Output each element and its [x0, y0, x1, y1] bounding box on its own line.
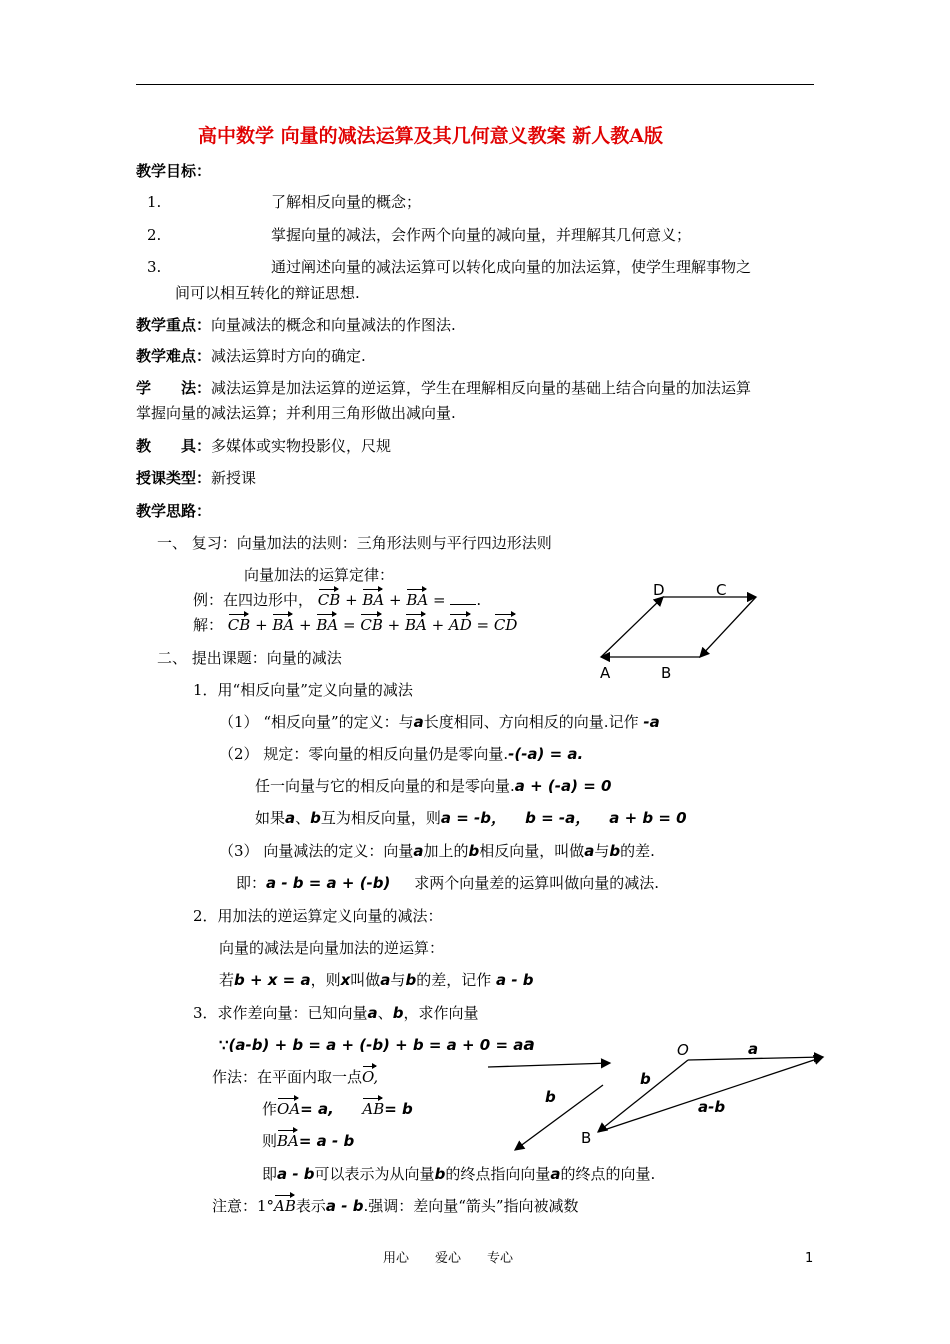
vector-ab: AB — [362, 1100, 385, 1118]
label-b: B — [661, 664, 672, 682]
p1-2-text: 规定：零向量的相反向量仍是零向量. — [263, 745, 509, 763]
because-symbol: ∵ — [219, 1036, 229, 1054]
example-prefix: 例：在四边形中， — [193, 591, 314, 609]
p1-3-text5: 的差. — [620, 842, 655, 860]
vector-cd: CD — [493, 616, 518, 634]
p1-3-line2-text: 求两个向量差的运算叫做向量的减法. — [414, 874, 659, 892]
p2-line2-c: 叫做 — [350, 971, 381, 989]
p1-1-text: “相反向量”的定义：与 — [263, 713, 414, 731]
vector-ba-s3: BA — [404, 616, 427, 634]
vector-ba: BA — [362, 591, 385, 609]
p3-conclusion — [262, 1164, 655, 1184]
lesson-type-text: 新授课 — [211, 469, 257, 487]
p1-2-eq3a: a = -b， — [440, 809, 507, 827]
p1-2-line3-text: 如果 — [255, 809, 286, 827]
section2-heading: 二、 提出课题：向量的减法 — [157, 649, 342, 667]
p1-2-num: （2） — [219, 745, 259, 763]
answer-blank — [450, 592, 476, 605]
p1-2-line2-text: 任一向量与它的相反向量的和是零向量. — [255, 777, 515, 795]
p3-method-text: 作法：在平面内取一点 — [212, 1068, 363, 1086]
p3-heading-tail: ，求作向量 — [403, 1004, 479, 1022]
p1-2-eq3b: b = -a， — [525, 809, 591, 827]
label-a: A — [600, 664, 611, 682]
header-rule — [136, 84, 814, 85]
method-text-2: 掌握向量的减法运算；并利用三角形做出减向量. — [136, 404, 456, 422]
p3-b: b — [392, 1004, 404, 1022]
p2-line2 — [219, 970, 534, 990]
fig-ab-label: a-b — [698, 1098, 726, 1116]
tools-label: 教 具： — [136, 437, 212, 455]
key-point-line — [136, 315, 456, 335]
p3-heading — [193, 1003, 478, 1023]
p1-3-line2-prefix: 即： — [236, 874, 267, 892]
note-text2: .强调：差向量“箭头”指向被减数 — [363, 1197, 579, 1215]
objective-3-num: 3. — [147, 258, 162, 276]
solve-prefix: 解： — [193, 616, 224, 634]
vector-ad: AD — [448, 616, 472, 634]
p1-2-eq3c: a + b = 0 — [609, 809, 687, 827]
fig-a-label: a — [748, 1040, 759, 1058]
p2-x: x — [340, 971, 351, 989]
p1-2-b: b — [310, 809, 321, 827]
p1-3-b2: b — [609, 842, 621, 860]
p3-point-o: O, — [362, 1068, 379, 1086]
p1-2-line — [219, 744, 583, 764]
vector-ba-drawn — [598, 1057, 823, 1132]
parallelogram-figure — [590, 575, 770, 685]
tools-line — [136, 436, 391, 456]
p3-heading-text: 3．求作差向量：已知向量 — [193, 1004, 368, 1022]
p3-result-line — [262, 1131, 354, 1151]
vector-ba-result: BA — [277, 1132, 299, 1150]
footer-motto: 用心 爱心 专心 — [383, 1251, 514, 1266]
p1-2-a: a — [285, 809, 296, 827]
review-example: 例：在四边形中， CB + BA + BA = . — [193, 591, 482, 609]
p1-3-line2 — [236, 873, 659, 893]
objective-3-text: 通过阐述向量的减法运算可以转化成向量的加法运算，使学生理解事物之 — [271, 258, 752, 276]
vector-ba-s: BA — [272, 616, 295, 634]
review-law: 向量加法的运算定律： — [244, 566, 395, 584]
label-d: D — [653, 581, 665, 599]
label-c: C — [716, 581, 727, 599]
p2-line1: 向量的减法是向量加法的逆运算： — [219, 939, 445, 957]
given-b-label: b — [545, 1088, 556, 1106]
p2-a: a — [380, 971, 391, 989]
lesson-type-line — [136, 468, 256, 488]
p1-heading: 1．用“相反向量”定义向量的减法 — [193, 681, 413, 699]
p3-conc-b: b — [434, 1165, 446, 1183]
vector-oa: OA — [277, 1100, 301, 1118]
p3-ze: 则 — [262, 1132, 278, 1150]
vector-a-given — [488, 1063, 610, 1067]
p1-1-a: a — [413, 713, 424, 731]
fig-b-label: b — [640, 1070, 651, 1088]
p1-1-line — [219, 712, 660, 732]
p1-3-a2: a — [584, 842, 595, 860]
p3-method — [212, 1067, 378, 1087]
objective-1-num: 1. — [147, 193, 162, 211]
p1-3-b: b — [468, 842, 480, 860]
p1-3-eq: a - b = a + (-b) — [266, 874, 391, 892]
difficulty-line — [136, 346, 366, 366]
p2-line2-d: 与 — [390, 971, 406, 989]
p3-conc-text3: 的终点的向量. — [560, 1165, 656, 1183]
p2-b: b — [405, 971, 417, 989]
page-number: 1 — [805, 1251, 814, 1266]
p2-heading: 2．用加法的逆运算定义向量的减法： — [193, 907, 443, 925]
objective-3-cont: 间可以相互转化的辩证思想. — [175, 284, 360, 302]
p3-eq-b: = b — [384, 1100, 413, 1118]
p2-line2-e: 的差，记作 — [416, 971, 492, 989]
vector-cb: CB — [317, 591, 341, 609]
tools-text: 多媒体或实物投影仪，尺规 — [211, 437, 392, 455]
edge-cb — [700, 597, 756, 657]
objectives-heading: 教学目标： — [136, 162, 212, 180]
key-point-text: 向量减法的概念和向量减法的作图法. — [211, 316, 456, 334]
p1-2-sep: 、 — [295, 809, 311, 827]
p3-a: a — [367, 1004, 378, 1022]
ideas-heading: 教学思路： — [136, 502, 212, 520]
key-point-label: 教学重点： — [136, 316, 212, 334]
p1-3-text2: 加上的 — [423, 842, 469, 860]
vector-cb-s2: CB — [360, 616, 383, 634]
p3-conc-text2: 的终点指向向量 — [445, 1165, 551, 1183]
note-line — [212, 1196, 579, 1216]
p1-2-line3b: 互为相反向量，则 — [320, 809, 441, 827]
point-b-label: B — [581, 1129, 592, 1147]
p3-conc-eq: a - b — [277, 1165, 315, 1183]
p1-3-text: 向量减法的定义：向量 — [263, 842, 414, 860]
p3-eq-a: = a, — [300, 1100, 334, 1118]
p2-line2-a: 若 — [219, 971, 235, 989]
document-title: 高中数学 向量的减法运算及其几何意义教案 新人教A版 — [198, 125, 663, 147]
p1-2-eq: -(-a) = a. — [508, 745, 584, 763]
method-text-1: 减法运算是加法运算的逆运算，学生在理解相反向量的基础上结合向量的加法运算 — [211, 379, 752, 397]
edge-ad — [601, 597, 663, 657]
p3-extra-a: a — [523, 1035, 535, 1055]
p1-3-line — [219, 841, 655, 861]
p3-construct-line — [262, 1099, 413, 1119]
lesson-type-label: 授课类型： — [136, 469, 212, 487]
note-eq: a - b — [325, 1197, 364, 1215]
vector-ab-note: AB — [274, 1197, 296, 1215]
p3-eq-ab: = a - b — [298, 1132, 355, 1150]
p1-2-eq2: a + (-a) = 0 — [514, 777, 612, 795]
p3-zuo: 作 — [262, 1100, 278, 1118]
objective-2-text: 掌握向量的减法，会作两个向量的减向量，并理解其几何意义； — [271, 226, 692, 244]
p1-1-num: （1） — [219, 713, 259, 731]
vector-cb-s: CB — [227, 616, 251, 634]
review-solution: 解： CB + BA + BA = CB + BA + AD = CD — [193, 616, 518, 634]
p1-3-text3: 相反向量，叫做 — [479, 842, 585, 860]
vector-difference-figure — [480, 1030, 830, 1165]
p1-1-text2: 长度相同、方向相反的向量.记作 — [423, 713, 639, 731]
method-label: 学 法： — [136, 379, 212, 397]
p3-conc-a: a — [550, 1165, 561, 1183]
p3-sep: 、 — [377, 1004, 393, 1022]
p1-2-line3 — [255, 808, 687, 828]
method-line-1 — [136, 378, 751, 398]
p2-eq1: b + x = a — [234, 971, 311, 989]
objective-2-num: 2. — [147, 226, 162, 244]
difficulty-text: 减法运算时方向的确定. — [211, 347, 366, 365]
point-o-label: O — [677, 1041, 689, 1059]
p1-1-neg: -a — [643, 713, 660, 731]
p1-3-a: a — [413, 842, 424, 860]
note-text: 表示 — [295, 1197, 326, 1215]
objective-1-text: 了解相反向量的概念； — [271, 193, 422, 211]
vector-ba-s2: BA — [316, 616, 339, 634]
vector-ba-2: BA — [406, 591, 429, 609]
review-heading: 一、 复习：向量加法的法则：三角形法则与平行四边形法则 — [157, 534, 552, 552]
p2-line2-b: ，则 — [310, 971, 341, 989]
p1-2-line2 — [255, 776, 611, 796]
p2-eq2: a - b — [495, 971, 534, 989]
p3-conc-pre: 即 — [262, 1165, 278, 1183]
p1-3-num: （3） — [219, 842, 259, 860]
p3-conc-text: 可以表示为从向量 — [314, 1165, 435, 1183]
difficulty-label: 教学难点： — [136, 347, 212, 365]
p3-eq: (a-b) + b = a + (-b) + b = a + 0 = a — [228, 1036, 524, 1054]
p1-3-text4: 与 — [594, 842, 610, 860]
note-prefix: 注意：1° — [212, 1197, 275, 1215]
